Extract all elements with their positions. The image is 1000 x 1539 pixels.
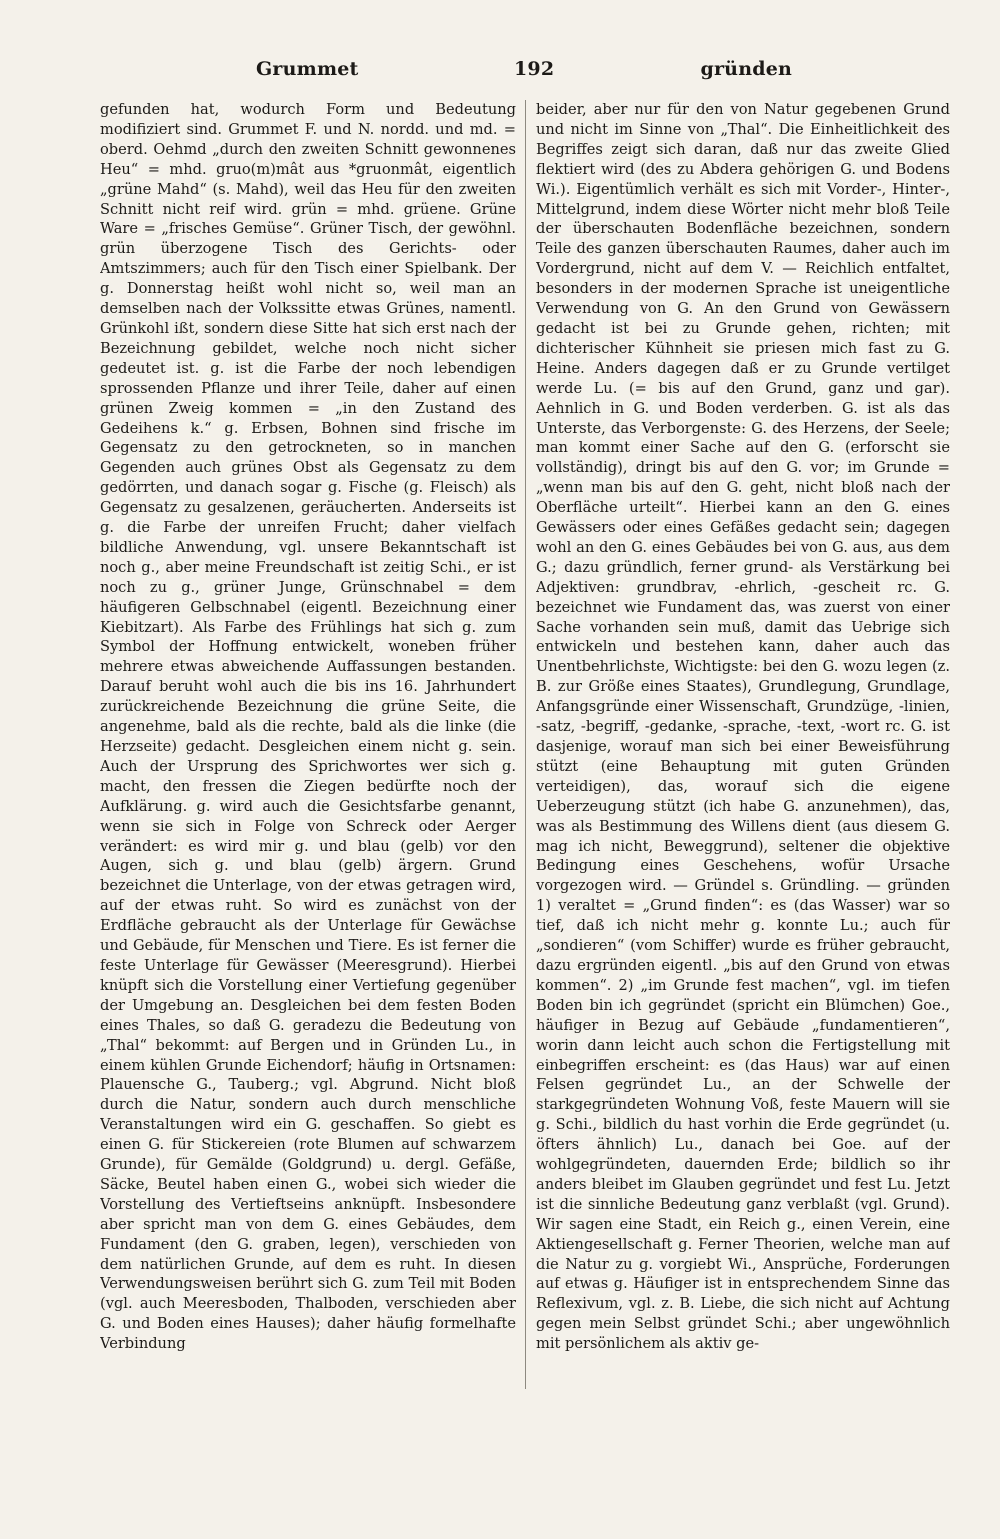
header-right-catchword: gründen	[700, 58, 792, 80]
right-column-text: beider, aber nur für den von Natur gegebenen Grund und nicht im Sinne von „Thal“. Die Einheitlichkeit des Begriffes zeigt sich daran, daß nur das zweite Glied flektiert wird (des zu Abdera gehörigen G. und Bodens Wi.). Eigentümlich verhält es sich mit Vorder-, Hinter-, Mittelgrund, indem diese Wörter nicht mehr bloß Teile der überschauten Bodenfläche bezeichnen, sondern Teile des ganzen überschauten Raumes, daher auch im Vordergrund, nicht auf dem V. — Reichlich entfaltet, besonders in der modernen Sprache ist uneigentliche Verwendung von G. An den Grund von Gewässern gedacht ist bei zu Grunde gehen, richten; mit dichterischer Kühnheit sie priesen mich fast zu G. Heine. Anders dagegen daß er zu Grunde vertilget werde Lu. (= bis auf den Grund, ganz und gar). Aehnlich in G. und Boden verderben. G. ist als das Unterste, das Verborgenste: G. des Herzens, der Seele; man kommt einer Sache auf den G. (erforscht sie vollständig), dringt bis auf den G. vor; im Grunde = „wenn man bis auf den G. geht, nicht bloß nach der Oberfläche urteilt“. Hierbei kann an den G. eines Gewässers oder eines Gefäßes gedacht sein; dagegen wohl an den G. eines Gebäudes bei von G. aus, aus dem G.; dazu gründlich, ferner grund- als Verstärkung bei Adjektiven: grundbrav, -ehrlich, -gescheit rc. G. bezeichnet wie Fundament das, was zuerst von einer Sache vorhanden sein muß, damit das Uebrige sich entwickeln und bestehen kann, daher auch das Unentbehrlichste, Wichtigste: bei den G. wozu legen (z. B. zur Größe eines Staates), Grundlegung, Grundlage, Anfangsgründe einer Wissenschaft, Grundzüge, -linien, -satz, -begriff, -gedanke, -sprache, -text, -wort rc. G. ist dasjenige, worauf man sich bei einer Beweisführung stützt (eine Behauptung mit guten Gründen verteidigen), das, worauf sich die eigene Ueberzeugung stützt (ich habe G. anzunehmen), das, was als Bestimmung des Willens dient (aus diesem G. mag ich nicht, Beweggrund), seltener die objektive Bedingung eines Geschehens, wofür Ursache vorgezogen wird. — Gründel s. Gründling. — gründen 1) veraltet = „Grund finden“: es (das Wasser) war so tief, daß ich nicht mehr g. konnte Lu.; auch für „sondieren“ (vom Schiffer) wurde es früher gebraucht, dazu ergründen eigentl. „bis auf den Grund von etwas kommen“. 2) „im Grunde fest machen“, vgl. im tiefen Boden bin ich gegründet (spricht ein Blümchen) Goe., häufiger in Bezug auf Gebäude „fundamentieren“, worin dann leicht auch schon die Fertigstellung mit einbegriffen erscheint: es (das Haus) war auf einen Felsen gegründet Lu., an der Schwelle der starkgegründeten Wohnung Voß, feste Mauern will sie g. Schi., bildlich du hast vorhin die Erde gegründet (u. öfters ähnlich) Lu., danach bei Goe. auf der wohlgegründeten, dauernden Erde; bildlich so ihr anders bleibet im Glauben gegründet und fest Lu. Jetzt ist die sinnliche Bedeutung ganz verblaßt (vgl. Grund). Wir sagen eine Stadt, ein Reich g., einen Verein, eine Aktiengesellschaft g. Ferner Theorien, welche man auf die Natur zu g. vorgiebt Wi., Ansprüche, Forderungen auf etwas g. Häufiger ist in entsprechendem Sinne das Reflexivum, vgl. z. B. Liebe, die sich nicht auf Achtung gegen mein Selbst gründet Schi.; aber ungewöhnlich mit persönlichem als aktiv ge-	[536, 101, 950, 1353]
page-number: 192	[514, 58, 555, 80]
right-column	[536, 100, 950, 1479]
header-left-catchword: Grummet	[256, 58, 359, 80]
page-header	[100, 58, 792, 86]
left-column-text: gefunden hat, wodurch Form und Bedeutung modifiziert sind. Grummet F. und N. nordd. und md. = oberd. Oehmd „durch den zweiten Schnitt gewonnenes Heu“ = mhd. gruo(m)mât aus *gruonmât, eigentlich „grüne Mahd“ (s. Mahd), weil das Heu für den zweiten Schnitt nicht reif wird. grün = mhd. grüene. Grüne Ware = „frisches Gemüse“. Grüner Tisch, der gewöhnl. grün überzogene Tisch des Gerichts- oder Amtszimmers; auch für den Tisch einer Spielbank. Der g. Donnerstag heißt wohl nicht so, weil man an demselben nach der Volkssitte etwas Grünes, namentl. Grünkohl ißt, sondern diese Sitte hat sich erst nach der Bezeichnung gebildet, welche noch nicht sicher gedeutet ist. g. ist die Farbe der noch lebendigen sprossenden Pflanze und ihrer Teile, daher auf einen grünen Zweig kommen = „in den Zustand des Gedeihens k.“ g. Erbsen, Bohnen sind frische im Gegensatz zu den getrockneten, so in manchen Gegenden auch grünes Obst als Gegensatz zu dem gedörrten, und danach sogar g. Fische (g. Fleisch) als Gegensatz zu gesalzenen, geräucherten. Anderseits ist g. die Farbe der unreifen Frucht; daher vielfach bildliche Anwendung, vgl. unsere Bekanntschaft ist noch g., aber meine Freundschaft ist zeitig Schi., er ist noch zu g., grüner Junge, Grünschnabel = dem häufigeren Gelbschnabel (eigentl. Bezeichnung einer Kiebitzart). Als Farbe des Frühlings hat sich g. zum Symbol der Hoffnung entwickelt, woneben früher mehrere etwas abweichende Auffassungen bestanden. Darauf beruht wohl auch die bis ins 16. Jahrhundert zurückreichende Bezeichnung die grüne Seite, die angenehme, bald als die rechte, bald als die linke (die Herzseite) gedacht. Desgleichen einem nicht g. sein. Auch der Ursprung des Sprichwortes wer sich g. macht, den fressen die Ziegen bedürfte noch der Aufklärung. g. wird auch die Gesichtsfarbe genannt, wenn sie sich in Folge von Schreck oder Aerger verändert: es wird mir g. und blau (gelb) vor den Augen, sich g. und blau (gelb) ärgern. Grund bezeichnet die Unterlage, von der etwas getragen wird, auf der etwas ruht. So wird es zunächst von der Erdfläche gebraucht als der Unterlage für Gewächse und Gebäude, für Menschen und Tiere. Es ist ferner die feste Unterlage für Gewässer (Meeresgrund). Hierbei knüpft sich die Vorstellung einer Vertiefung gegenüber der Umgebung an. Desgleichen bei dem festen Boden eines Thales, so daß G. geradezu die Bedeutung von „Thal“ bekommt: auf Bergen und in Gründen Lu., in einem kühlen Grunde Eichendorf; häufig in Ortsnamen: Plauensche G., Tauberg.; vgl. Abgrund. Nicht bloß durch die Natur, sondern auch durch menschliche Veranstaltungen wird ein G. geschaffen. So giebt es einen G. für Stickereien (rote Blumen auf schwarzem Grunde), für Gemälde (Goldgrund) u. dergl. Gefäße, Säcke, Beutel haben einen G., wobei sich wieder die Vorstellung des Vertieftseins anknüpft. Insbesondere aber spricht man von dem G. eines Gebäudes, dem Fundament (den G. graben, legen), verschieden von dem natürlichen Grunde, auf dem es ruht. In diesen Verwendungsweisen berührt sich G. zum Teil mit Boden (vgl. auch Meeresboden, Thalboden, verschieden aber G. und Boden eines Hauses); daher häufig formelhafte Verbindung	[100, 101, 516, 1353]
left-column	[100, 100, 516, 1479]
column-divider	[525, 100, 526, 1389]
